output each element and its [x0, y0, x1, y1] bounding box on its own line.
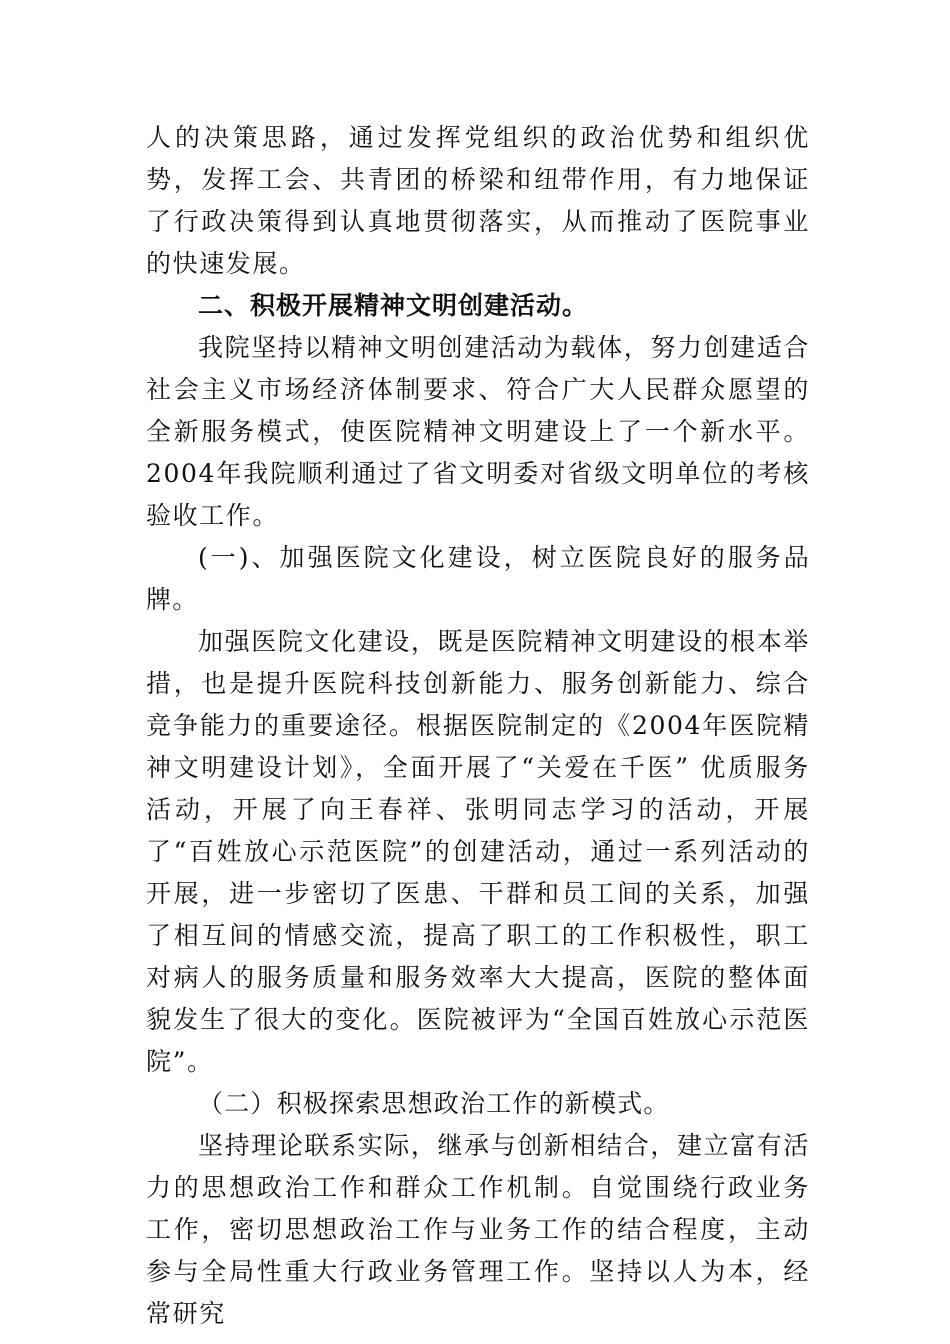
paragraph-hospital-culture: 加强医院文化建设，既是医院精神文明建设的根本举措，也是提升医院科技创新能力、服务创新能力、综合竞争能力的重要途径。根据医院制定的《2004年医院精神文明建设计划》，全面开展了“关爱在千医” 优质服务活动，开展了向王春祥、张明同志学习的活动，开展了“百姓放心示范医院”的创建活动，通过一系列活动的开展，进一步密切了医患、干群和员工间的关系，加强了相互间的情感交流，提高了职工的工作积极性，职工对病人的服务质量和服务效率大大提高，医院的整体面貌发生了很大的变化。医院被评为“全国百姓放心示范医院”。: [146, 627, 810, 1076]
subsection-heading-2: （二）积极探索思想政治工作的新模式。: [198, 1089, 670, 1118]
paragraph-ideological-work: 坚持理论联系实际，继承与创新相结合，建立富有活力的思想政治工作和群众工作机制。自觉围绕行政业务工作，密切思想政治工作与业务工作的结合程度，主动参与全局性重大行政业务管理工作。坚持以人为本，经常研究: [146, 1131, 810, 1328]
subsection-heading-1: (一)、加强医院文化建设，树立医院良好的服务品牌。: [146, 543, 810, 614]
paragraph-continuation: 人的决策思路，通过发挥党组织的政治优势和组织优势，发挥工会、共青团的桥梁和纽带作用，有力地保证了行政决策得到认真地贯彻落实，从而推动了医院事业的快速发展。: [146, 123, 810, 278]
section-heading-2: 二、积极开展精神文明创建活动。: [198, 291, 589, 320]
document-body: [146, 117, 810, 1335]
paragraph-civilization-intro: 我院坚持以精神文明创建活动为载体，努力创建适合社会主义市场经济体制要求、符合广大人民群众愿望的全新服务模式，使医院精神文明建设上了一个新水平。2004年我院顺利通过了省文明委对省级文明单位的考核验收工作。: [146, 333, 810, 530]
